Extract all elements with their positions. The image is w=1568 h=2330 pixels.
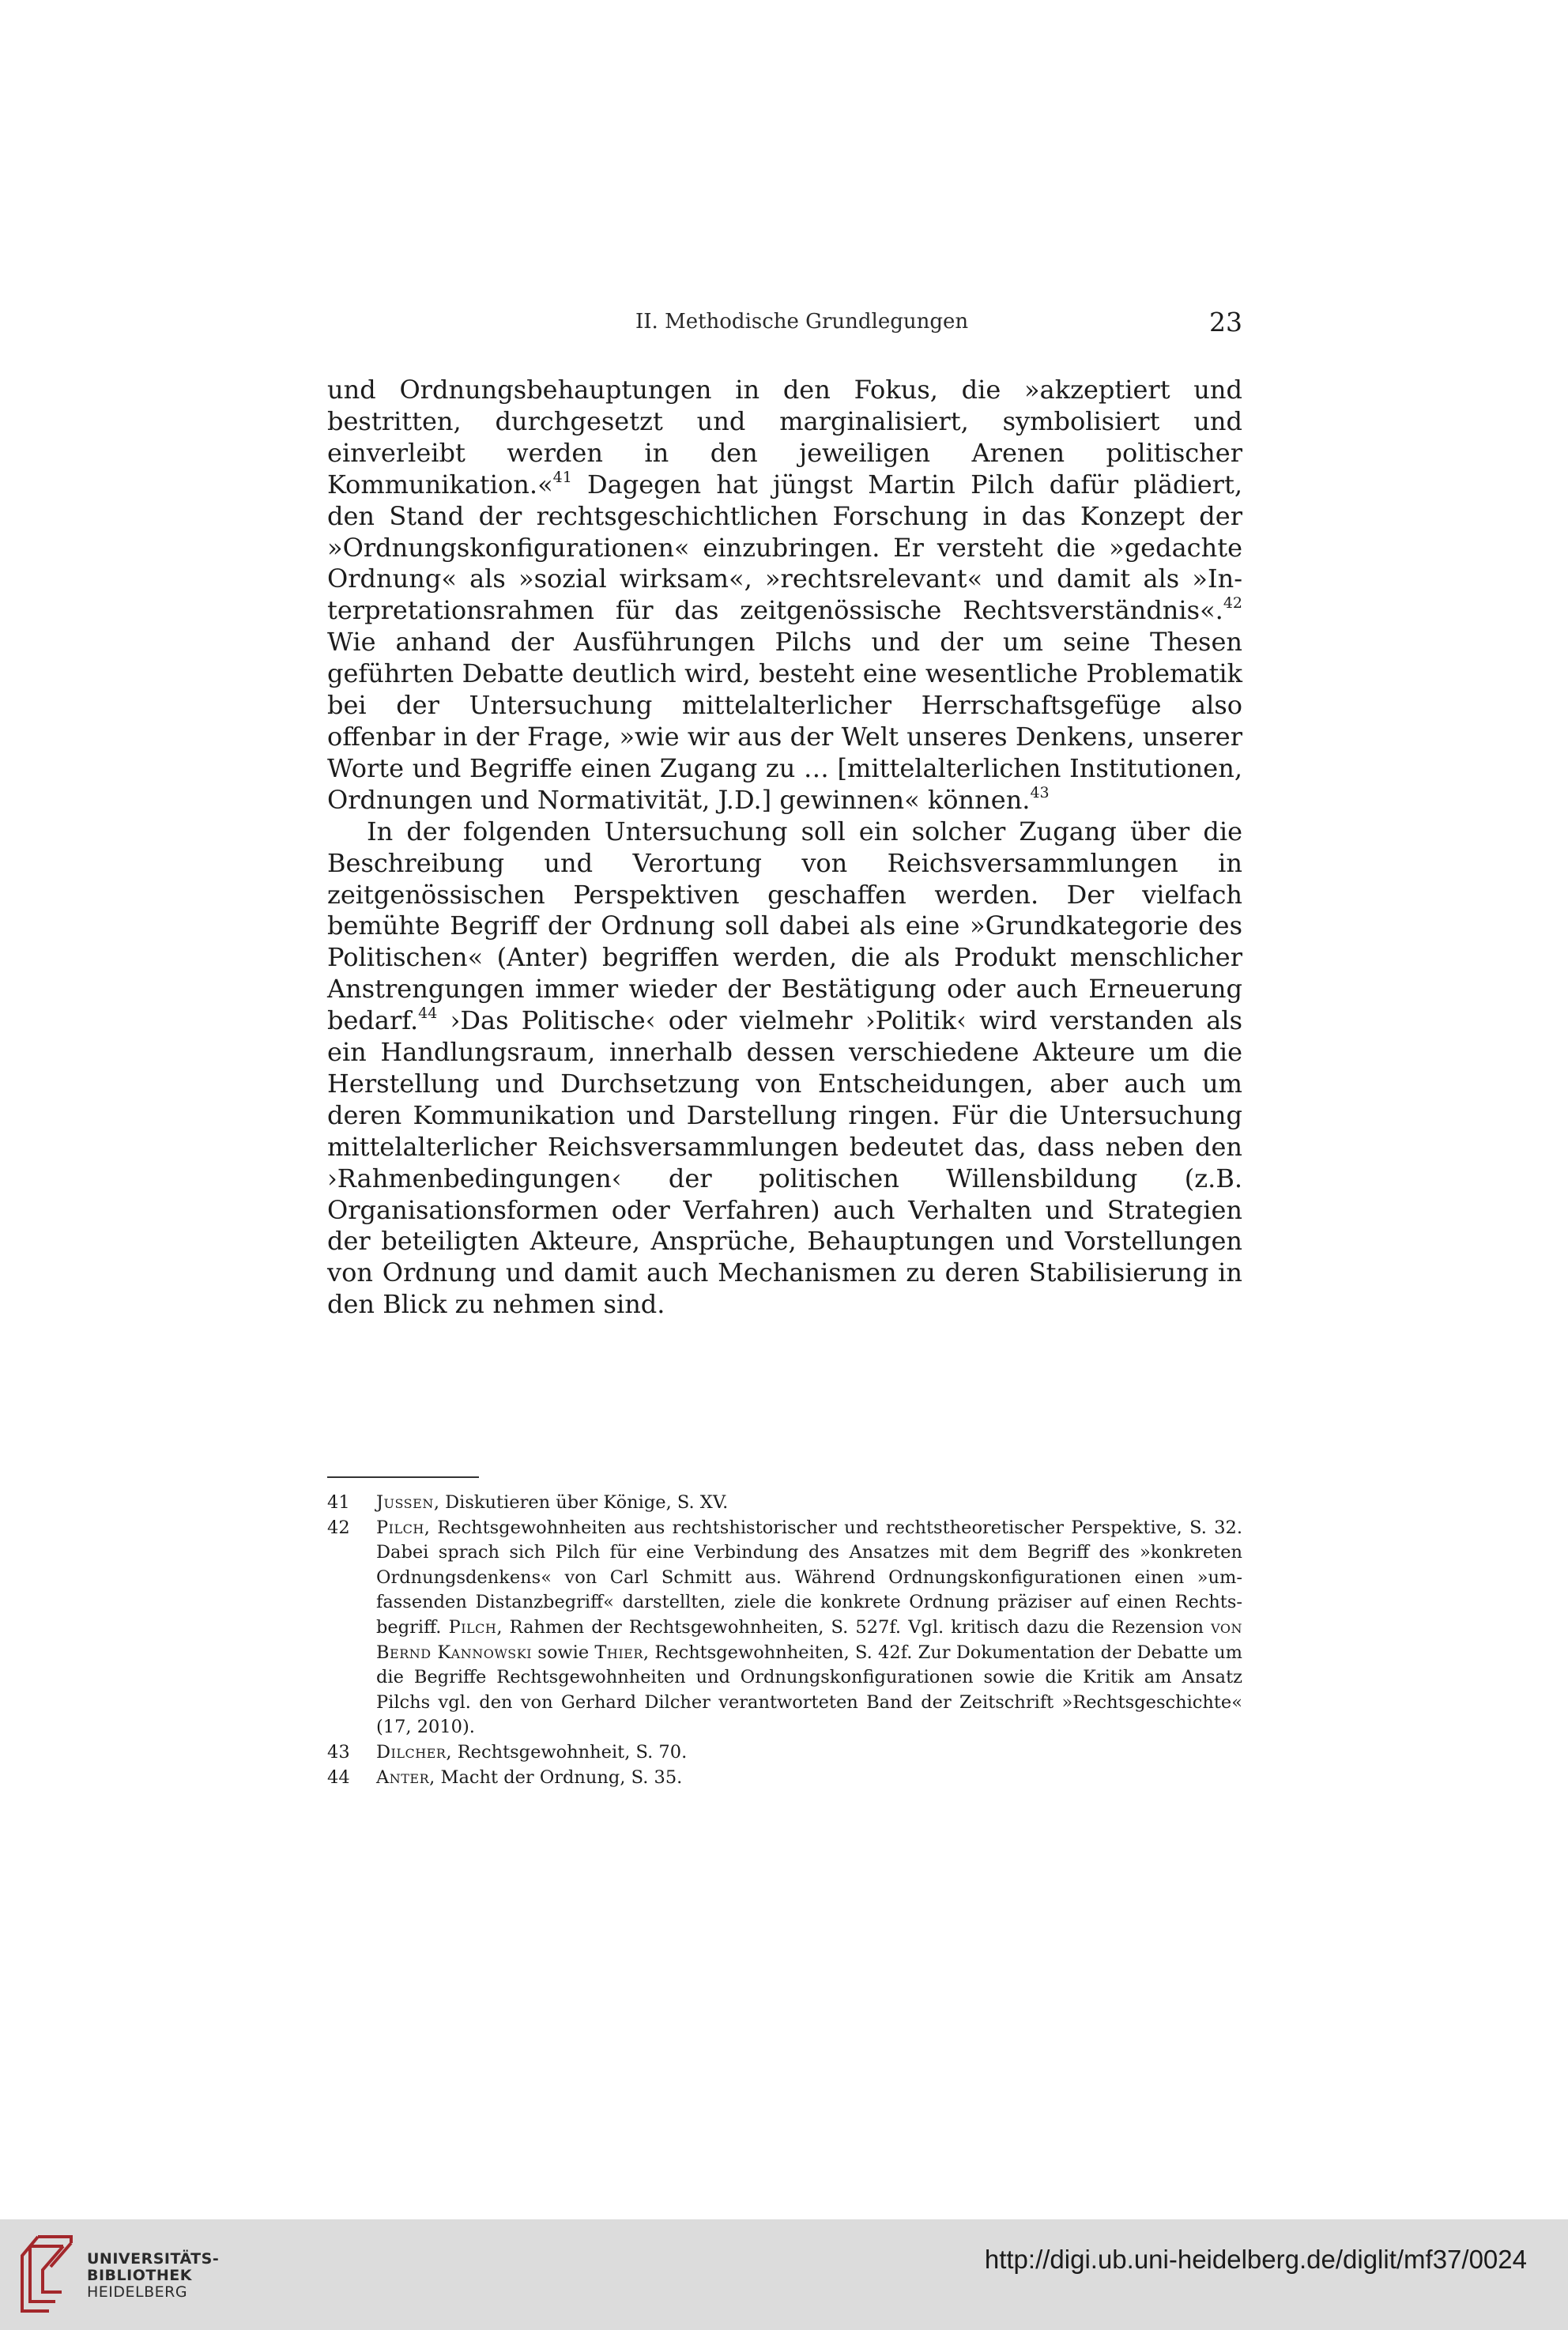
paragraph-2: [327, 816, 1242, 1321]
footnote-number: 41: [327, 1492, 350, 1513]
footnote-author: Jussen: [376, 1492, 434, 1513]
footer-bar: [0, 2219, 1568, 2330]
paragraph-2-text-1: In der folgenden Untersuchung soll ein solcher Zugang über die Beschreibung und Verortung von Reichsversammlungen in zeitgenössischen Perspektiven geschaffen werden. Der vielfach bemühte Begriff der Ordnung soll dabei als eine »Grundkategorie des Politischen« (Anter) begriffen werden, die als Produkt menschlicher Anstrengungen immer wieder der Bestätigung oder auch Erneuerung bedarf.: [327, 816, 1242, 1036]
permalink-url[interactable]: http://digi.ub.uni-heidelberg.de/diglit/mf37/0024: [984, 2245, 1527, 2274]
footnote-ref-42[interactable]: 42: [1223, 594, 1242, 613]
running-title: II. Methodische Grundlegungen: [635, 310, 969, 334]
main-text: [327, 375, 1242, 1321]
footnote-text: [376, 1740, 1242, 1766]
footnote-44: [327, 1766, 1242, 1791]
footnote-number: 43: [327, 1741, 350, 1763]
footnote-author: Dilcher: [376, 1741, 447, 1763]
paragraph-2-text-2: ›Das Politische‹ oder vielmehr ›Politik‹ wird verstanden als ein Handlungsraum, innerhalb dessen verschiedene Akteure um die Herstellung und Durchsetzung von Entscheidungen, aber auch um deren Kommunikation und Darstellung ringen. Für die Untersuchung mittelalterlicher Reichsversammlungen bedeutet das, dass neben den ›Rahmenbedingungen‹ der politischen Willensbildung (z.B. Organisationsformen oder Verfahren) auch Verhalten und Strategien der beteiligten Akteure, Ansprüche, Behauptungen und Vorstellungen von Ordnung und damit auch Mechanismen zu deren Stabilisierung in den Blick zu nehmen sind.: [327, 1005, 1242, 1320]
footnote-text: [376, 1491, 1242, 1516]
footnote-citation: , Diskutieren über Könige, S. XV.: [433, 1492, 729, 1513]
footnotes: [327, 1491, 1242, 1790]
footnote-citation: , Rechtsgewohnheiten, S. 42f. Zur Dokumentation der Debatte um die Begriffe Rechtsgewohnheiten und Ordnungskonfigurationen sowie die Kritik am Ansatz Pilchs vgl. den von Gerhard Dilcher verantworteten Band der Zeitschrift »Rechtsgeschichte« (17, 2010).: [376, 1642, 1242, 1738]
footnote-citation: , Rechtsgewohnheit, S. 70.: [446, 1741, 688, 1763]
footnote-41: [327, 1491, 1242, 1516]
footnote-author: Pilch: [448, 1616, 497, 1638]
library-name-line-3: HEIDELBERG: [87, 2283, 188, 2301]
footnote-author: Thier: [594, 1642, 643, 1663]
library-name-line-1: UNIVERSITÄTS-: [87, 2250, 220, 2268]
library-name-line-2: BIBLIOTHEK: [87, 2267, 192, 2284]
footnote-divider: [327, 1476, 479, 1478]
paragraph-1: [327, 375, 1242, 816]
page-number: 23: [1209, 307, 1242, 337]
footnote-author: Pilch: [376, 1517, 424, 1538]
footnote-citation: , Macht der Ordnung, S. 35.: [429, 1766, 683, 1788]
paragraph-1-text-3: Wie anhand der Ausführungen Pilchs und der um seine Thesen geführten Debatte deutlich wird, besteht eine wesentliche Problematik bei der Untersuchung mittelalterlicher Herrschaftsgefüge also offenbar in der Frage, »wie wir aus der Welt unseres Denkens, unserer Worte und Begriffe einen Zugang zu … [mittelalterlichen Institutionen, Ordnungen und Normativität, J.D.] gewinnen« können.: [327, 627, 1242, 815]
library-name: [87, 2251, 219, 2301]
footnote-43: [327, 1740, 1242, 1766]
footnote-text: [376, 1516, 1242, 1740]
library-logo-icon: [14, 2229, 77, 2317]
paragraph-1-text-1: und Ordnungsbehauptungen in den Fokus, die »akzeptiert und bestritten, durchgesetzt und marginalisiert, symbolisiert und einverleibt werden in den jeweiligen Arenen politischer Kommunikation.«: [327, 375, 1242, 500]
footnote-author: Anter: [376, 1766, 430, 1788]
running-head: [327, 307, 1242, 341]
footnote-author: von Bernd Kannowski: [376, 1616, 1243, 1663]
footnote-number: 42: [327, 1517, 350, 1538]
footnote-citation: , Rahmen der Rechtsgewohnheiten, S. 527f. Vgl. kritisch dazu die Rezension: [496, 1616, 1212, 1638]
paragraph-1-text-2: Dagegen hat jüngst Martin Pilch dafür plädiert, den Stand der rechtsgeschichtlichen Forschung in das Konzept der »Ordnungskonfigurationen« einzubringen. Er versteht die »gedachte Ordnung« als »sozial wirksam«, »rechtsrelevant« und damit als »Interpretationsrahmen für das zeitgenössische Rechtsverständnis«.: [327, 469, 1242, 626]
footnote-citation: sowie: [532, 1642, 595, 1663]
footnote-ref-44[interactable]: 44: [418, 1005, 438, 1023]
footnote-42: [327, 1516, 1242, 1740]
footnote-ref-43[interactable]: 43: [1030, 783, 1050, 801]
footnote-number: 44: [327, 1766, 350, 1788]
footnote-ref-41[interactable]: 41: [552, 468, 572, 486]
footnote-text: [376, 1766, 1242, 1791]
footnote-citation: , Rechtsgewohnheiten aus rechtshistorischer und rechtstheoretischer Perspektive, S. 32. Dabei sprach sich Pilch für eine Verbindung des Ansatzes mit dem Begriff des »konkreten Ordnungsdenkens« von Carl Schmitt aus. Während Ordnungskonfigurationen einen »umfassenden Distanzbegriff« darstellten, ziele die konkrete Ordnung präziser auf einen Rechtsbegriff.: [376, 1517, 1242, 1638]
